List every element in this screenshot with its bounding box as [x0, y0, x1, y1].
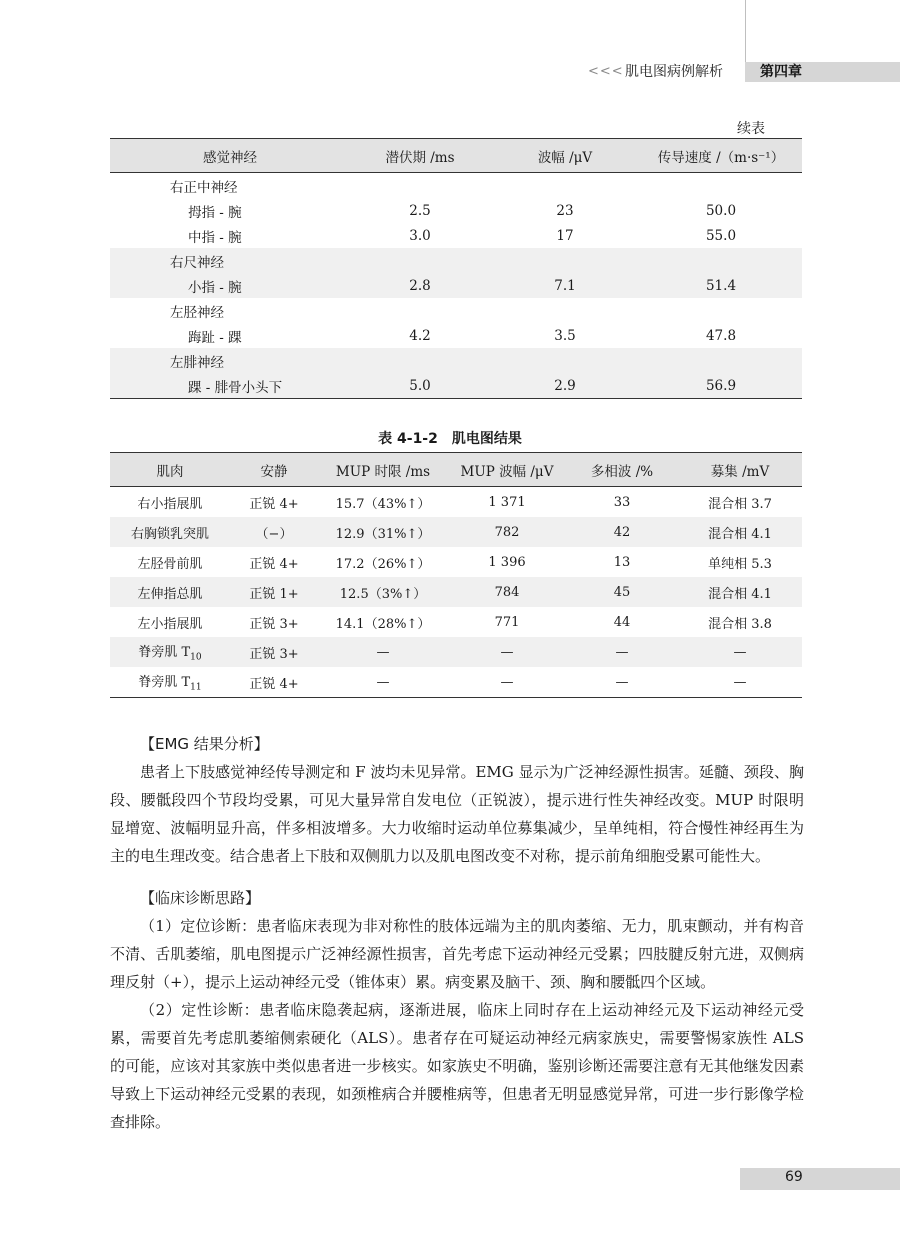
page-number: 69: [785, 1169, 803, 1185]
muscle-level-subscript: 10: [190, 652, 202, 663]
qualitative-paragraph: （2）定性诊断：患者临床隐袭起病，逐渐进展，临床上同时存在上运动神经元及下运动神经元受累，需要首先考虑肌萎缩侧索硬化（ALS）。患者存在可疑运动神经元病家族史，需要警惕家族性 ALS 的可能，应该对其家族中类似患者进一步核实。如家族史不明确，鉴别诊断还需要注意有无其他继发因素导致上下运动神经元受累的表现，如颈椎病合并腰椎病等，但患者无明显感觉异常，可进一步行影像学检查排除。: [110, 1001, 804, 1131]
segment-cell: 踝 - 腓骨小头下: [110, 373, 350, 399]
col-header: MUP 波幅 /μV: [448, 453, 566, 487]
col-header: 传导速度 /（m·s⁻¹）: [640, 139, 802, 173]
rest-cell: 正锐 3+: [249, 616, 299, 632]
muscle-cell: [110, 517, 230, 547]
mup-amplitude-cell: —: [448, 637, 566, 667]
mup-amplitude-cell: 1 396: [488, 554, 526, 570]
muscle-cell: [110, 577, 230, 607]
clinical-heading: 【临床诊断思路】: [140, 889, 261, 907]
rest-cell: 正锐 4+: [249, 496, 299, 512]
velocity-cell: 56.9: [640, 373, 802, 399]
table-row: [110, 487, 802, 518]
clinical-body: [110, 912, 804, 1136]
polyphasic-cell: —: [566, 637, 678, 667]
rest-cell: 正锐 4+: [230, 667, 318, 698]
localization-paragraph: （1）定位诊断：患者临床表现为非对称性的肢体远端为主的肌肉萎缩、无力，肌束颤动，并有构音不清、舌肌萎缩，肌电图提示广泛神经源性损害，首先考虑下运动神经元受累；四肢腱反射亢进，双侧病理反射（+），提示上运动神经元受（锥体束）累。病变累及脑干、颈、胸和腰骶四个区域。: [110, 917, 804, 991]
nerve-name: 右尺神经: [110, 248, 350, 273]
mup-duration-cell: —: [318, 637, 448, 667]
table-row: [110, 637, 802, 667]
amplitude-cell: 17: [556, 227, 574, 244]
header-arrows-icon: <<<: [588, 64, 624, 79]
emg-results-table: [110, 452, 802, 698]
rest-cell: 正锐 4+: [249, 556, 299, 572]
polyphasic-cell: 42: [566, 517, 678, 547]
recruitment-cell: —: [678, 637, 802, 667]
recruitment-cell: 混合相 4.1: [678, 517, 802, 547]
muscle-cell: [110, 667, 230, 698]
muscle-cell: [110, 547, 230, 577]
rest-cell: 正锐 1+: [230, 577, 318, 607]
muscle-name: 左小指展肌: [137, 616, 203, 632]
mup-amplitude-cell: 771: [494, 614, 520, 630]
velocity-cell: 47.8: [705, 327, 737, 344]
mup-amplitude-cell: 784: [448, 577, 566, 607]
muscle-level-subscript: 11: [190, 682, 202, 693]
amplitude-cell: 3.5: [554, 327, 576, 344]
mup-amplitude-cell: —: [448, 667, 566, 698]
mup-duration-cell: 12.5（3%↑）: [318, 577, 448, 607]
col-header: 潜伏期 /ms: [350, 139, 490, 173]
nerve-name: 左胫神经: [170, 304, 224, 321]
latency-cell: 4.2: [409, 327, 431, 344]
muscle-name: 脊旁肌 T: [138, 645, 191, 661]
book-title: 肌电图病例解析: [625, 64, 723, 80]
footer-band: [740, 1168, 900, 1190]
chapter-label: 第四章: [760, 64, 802, 80]
polyphasic-cell: —: [566, 667, 678, 698]
recruitment-cell: 单纯相 5.3: [708, 556, 772, 572]
emg-analysis-heading: 【EMG 结果分析】: [140, 735, 269, 753]
nerve-row: [110, 248, 802, 273]
mup-duration-cell: 17.2（26%↑）: [335, 556, 431, 572]
polyphasic-cell: 33: [613, 494, 631, 510]
segment-cell: 拇指 - 腕: [188, 204, 242, 221]
segment-cell: 小指 - 腕: [110, 273, 350, 298]
segment-cell: 中指 - 腕: [188, 229, 242, 246]
muscle-cell: [110, 487, 230, 518]
table-continued-label: 续表: [737, 121, 765, 137]
recruitment-cell: 混合相 3.7: [708, 496, 772, 512]
latency-cell: 2.8: [350, 273, 490, 298]
polyphasic-cell: 44: [613, 614, 631, 630]
emg-analysis-text: 患者上下肢感觉神经传导测定和 F 波均未见异常。EMG 显示为广泛神经源性损害。延髓、颈段、胸段、腰骶段四个节段均受累，可见大量异常自发电位（正锐波），提示进行性失神经改变。MUP 时限明显增宽、波幅明显升高，伴多相波增多。大力收缩时运动单位募集减少，呈单纯相，符合慢性神经再生为主的电生理改变。结合患者上下肢和双侧肌力以及肌电图改变不对称，提示前角细胞受累可能性大。: [110, 763, 804, 865]
amplitude-cell: 2.9: [490, 373, 640, 399]
muscle-name: 右胸锁乳突肌: [130, 526, 209, 542]
muscle-cell: [110, 607, 230, 637]
col-header: 波幅 /μV: [490, 139, 640, 173]
table-row: [110, 607, 802, 637]
muscle-name: 左胫骨前肌: [137, 556, 203, 572]
table-header-row: [110, 139, 802, 173]
mup-duration-cell: 15.7（43%↑）: [335, 496, 431, 512]
table-row: [110, 198, 802, 223]
recruitment-cell: —: [678, 667, 802, 698]
nerve-row: [110, 298, 802, 323]
polyphasic-cell: 13: [613, 554, 631, 570]
table-row: [110, 223, 802, 248]
muscle-cell: [110, 637, 230, 667]
col-header: 募集 /mV: [678, 453, 802, 487]
nerve-name: 左腓神经: [110, 348, 350, 373]
muscle-name: 右小指展肌: [137, 496, 203, 512]
col-header: 肌肉: [110, 453, 230, 487]
table-caption: 表 4-1-2 肌电图结果: [378, 431, 522, 447]
table-row: [110, 577, 802, 607]
nerve-row: [110, 348, 802, 373]
recruitment-cell: 混合相 3.8: [708, 616, 772, 632]
col-header: 感觉神经: [110, 139, 350, 173]
col-header: 安静: [230, 453, 318, 487]
rest-cell: （−）: [230, 517, 318, 547]
mup-duration-cell: 12.9（31%↑）: [318, 517, 448, 547]
latency-cell: 2.5: [409, 202, 431, 219]
sensory-nerve-table: [110, 138, 802, 399]
amplitude-cell: 7.1: [490, 273, 640, 298]
table-header-row: [110, 453, 802, 487]
col-header: 多相波 /%: [566, 453, 678, 487]
amplitude-cell: 23: [556, 202, 574, 219]
latency-cell: 5.0: [350, 373, 490, 399]
recruitment-cell: 混合相 4.1: [678, 577, 802, 607]
polyphasic-cell: 45: [566, 577, 678, 607]
mup-amplitude-cell: 1 371: [488, 494, 526, 510]
emg-analysis-body: [110, 758, 804, 870]
nerve-row: [110, 173, 802, 199]
col-header: MUP 时限 /ms: [318, 453, 448, 487]
nerve-name: 右正中神经: [170, 179, 238, 196]
mup-amplitude-cell: 782: [448, 517, 566, 547]
velocity-cell: 50.0: [705, 202, 737, 219]
table-row: [110, 273, 802, 298]
table-row: [110, 547, 802, 577]
table-row: [110, 517, 802, 547]
table-row: [110, 373, 802, 399]
mup-duration-cell: 14.1（28%↑）: [335, 616, 431, 632]
muscle-name: 左伸指总肌: [137, 586, 203, 602]
table-row: [110, 667, 802, 698]
rest-cell: 正锐 3+: [230, 637, 318, 667]
muscle-name: 脊旁肌 T: [138, 675, 191, 691]
table-row: [110, 323, 802, 348]
mup-duration-cell: —: [318, 667, 448, 698]
segment-cell: 踇趾 - 踝: [188, 329, 242, 346]
velocity-cell: 55.0: [705, 227, 737, 244]
latency-cell: 3.0: [409, 227, 431, 244]
velocity-cell: 51.4: [640, 273, 802, 298]
